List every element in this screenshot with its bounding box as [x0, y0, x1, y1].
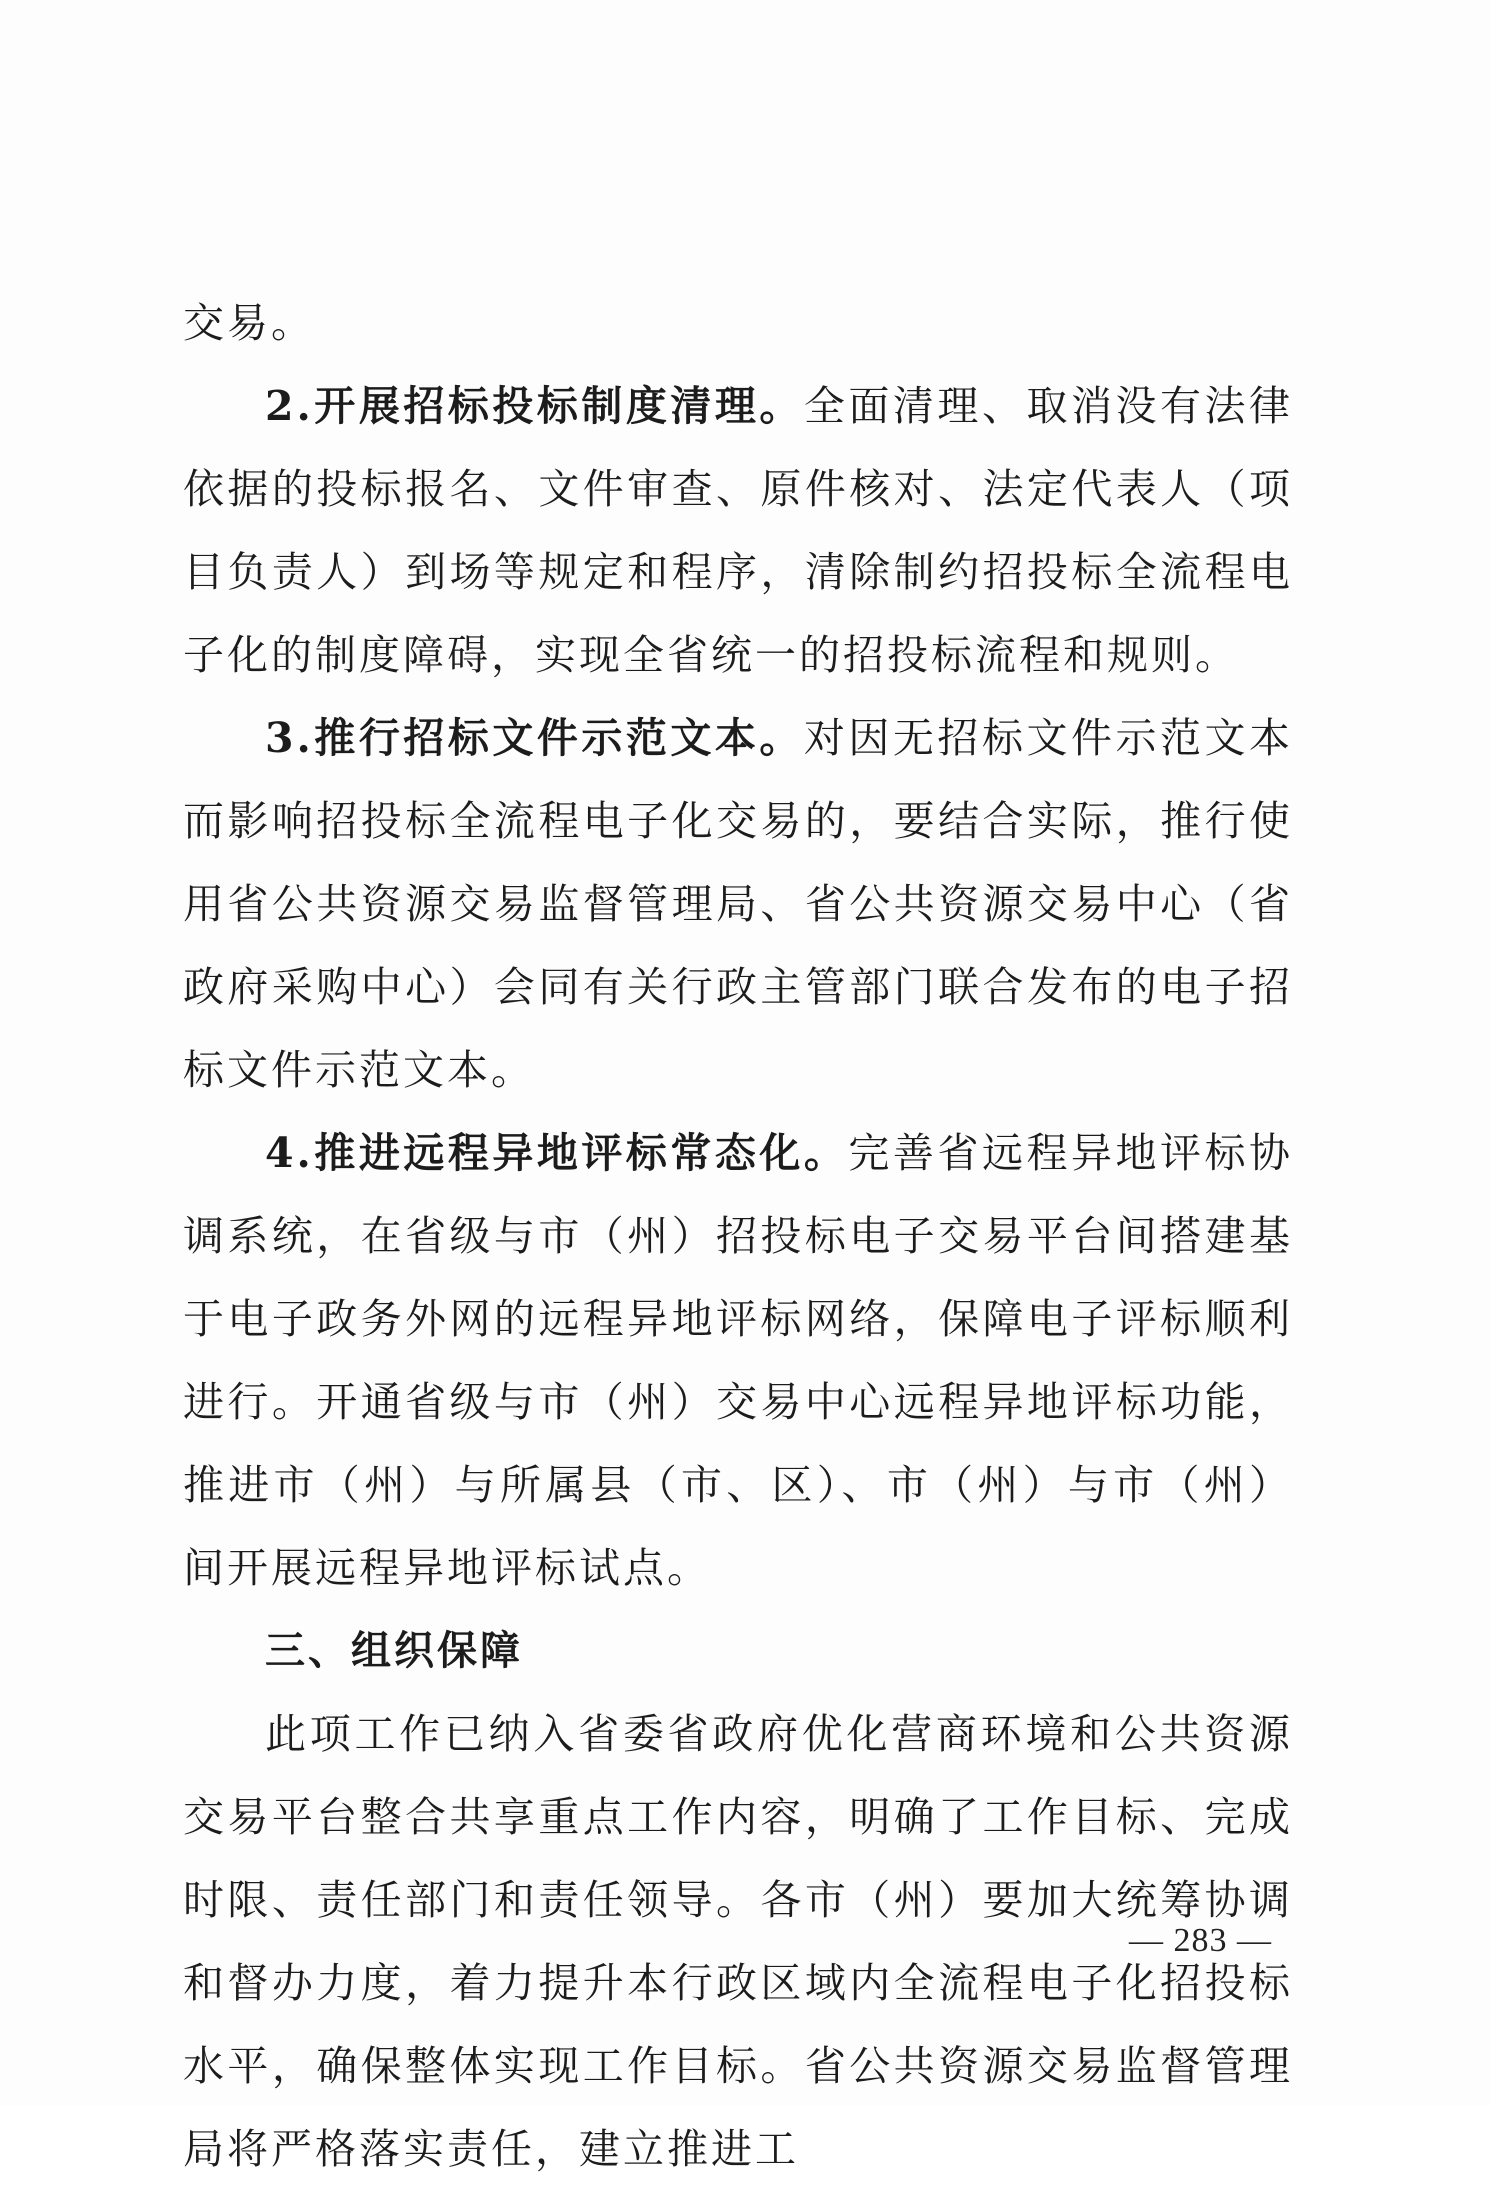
- section-heading: 三、组织保障: [265, 1628, 523, 1674]
- paragraph-text: 全面清理、取消没有法律依据的投标报名、文件审查、原件核对、法定代表人（项目负责人）到场等规定和程序，清除制约招投标全流程电子化的制度障碍，实现全省统一的招投标流程和规则。: [183, 382, 1293, 679]
- paragraph-text: 交易。: [183, 299, 315, 347]
- paragraph-closing: [183, 1693, 1293, 2191]
- paragraph-lead: 4.推进远程异地评标常态化。: [265, 1129, 849, 1177]
- document-body: [183, 282, 1293, 2191]
- paragraph-item-3: [183, 697, 1293, 1112]
- paragraph-continuation: [183, 282, 1293, 365]
- paragraph-item-4: [183, 1112, 1293, 1610]
- paragraph-text: 完善省远程异地评标协调系统，在省级与市（州）招投标电子交易平台间搭建基于电子政务外网的远程异地评标网络，保障电子评标顺利进行。开通省级与市（州）交易中心远程异地评标功能，推进市（州）与所属县（市、区）、市（州）与市（州）间开展远程异地评标试点。: [183, 1129, 1293, 1592]
- paragraph-lead: 2.开展招标投标制度清理。: [265, 382, 804, 430]
- page-number: — 283 —: [1129, 1922, 1272, 1959]
- paragraph-lead: 3.推行招标文件示范文本。: [265, 714, 804, 762]
- paragraph-text: 对因无招标文件示范文本而影响招投标全流程电子化交易的，要结合实际，推行使用省公共资源交易监督管理局、省公共资源交易中心（省政府采购中心）会同有关行政主管部门联合发布的电子招标文件示范文本。: [183, 714, 1293, 1094]
- paragraph-item-2: [183, 365, 1293, 697]
- paragraph-text: 此项工作已纳入省委省政府优化营商环境和公共资源交易平台整合共享重点工作内容，明确了工作目标、完成时限、责任部门和责任领导。各市（州）要加大统筹协调和督办力度，着力提升本行政区域内全流程电子化招投标水平，确保整体实现工作目标。省公共资源交易监督管理局将严格落实责任，建立推进工: [183, 1710, 1293, 2173]
